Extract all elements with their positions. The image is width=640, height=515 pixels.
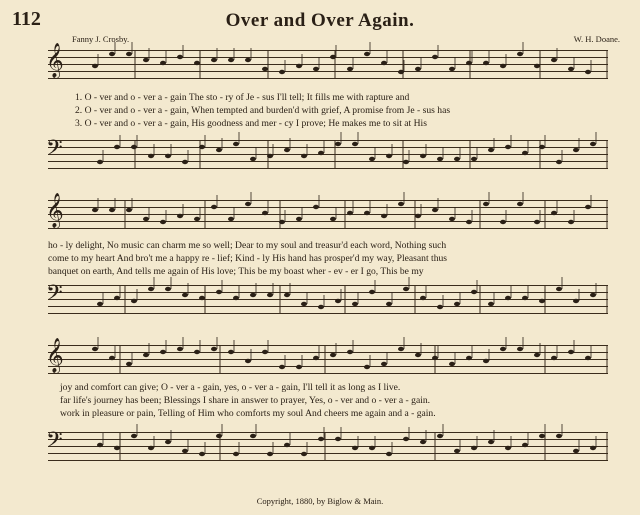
note-head [590,446,596,450]
note-head [250,157,256,161]
note-head [437,305,443,309]
note-head [262,211,268,215]
lyric-line: 1. O - ver and o - ver a - gain The sto - ry of Je - sus I'll tell; It fills me with rapture and [75,92,410,103]
note-head [386,302,392,306]
note-head [228,217,234,221]
note-head [284,293,290,297]
note-head [483,61,489,65]
note-head [199,452,205,456]
note-head [364,365,370,369]
note-head [335,299,341,303]
note-head [148,446,154,450]
note-head [114,296,120,300]
note-head [522,296,528,300]
note-head [369,290,375,294]
note-head [449,362,455,366]
lyric-line: banquet on earth, And tells me again of His love; This be my boast wher - ev - er I go, This be my [48,266,424,277]
note-head [177,55,183,59]
note-head [403,437,409,441]
note-head [194,217,200,221]
note-head [279,70,285,74]
note-head [182,449,188,453]
note-head [233,452,239,456]
note-head [386,154,392,158]
note-head [296,365,302,369]
note-head [454,302,460,306]
treble-clef-icon: 𝄞 [46,194,64,227]
note-head [250,434,256,438]
lyric-line: ho - ly delight, No music can charm me so well; Dear to my soul and treasur'd each word, Nothing such [48,240,447,251]
note-head [301,302,307,306]
bass-clef-icon: 𝄢 [46,281,63,310]
note-head [398,70,404,74]
hymn-title: Over and Over Again. [225,10,415,31]
note-head [313,356,319,360]
note-head [160,350,166,354]
note-head [466,61,472,65]
note-head [262,67,268,71]
note-head [381,362,387,366]
note-head [483,202,489,206]
note-head [347,67,353,71]
note-head [177,347,183,351]
note-head [573,148,579,152]
note-head [216,290,222,294]
note-head [551,356,557,360]
note-head [352,446,358,450]
note-head [279,220,285,224]
lyric-line: joy and comfort can give; O - ver a - gain, yes, o - ver a - gain, I'll tell it as long as I live. [60,382,401,393]
note-head [267,293,273,297]
note-head [488,148,494,152]
note-head [415,214,421,218]
lyricist-credit: Fanny J. Crosby. [72,34,130,44]
note-head [245,58,251,62]
note-head [279,365,285,369]
note-head [517,52,523,56]
note-head [330,217,336,221]
note-head [97,302,103,306]
note-head [585,356,591,360]
note-head [131,145,137,149]
note-head [347,211,353,215]
note-head [403,160,409,164]
note-head [381,214,387,218]
note-head [216,148,222,152]
note-head [454,449,460,453]
note-head [148,287,154,291]
note-head [250,293,256,297]
bass-clef-icon: 𝄢 [46,136,63,165]
note-head [420,154,426,158]
note-head [313,67,319,71]
note-head [109,356,115,360]
note-head [233,296,239,300]
note-head [539,145,545,149]
note-head [296,64,302,68]
note-head [415,67,421,71]
note-head [143,353,149,357]
note-head [228,350,234,354]
note-head [522,443,528,447]
note-head [590,293,596,297]
lyric-line: work in pleasure or pain, Telling of Him who comforts my soul And cheers me again and a - gain. [60,408,436,419]
note-head [109,52,115,56]
note-head [165,287,171,291]
note-head [568,67,574,71]
note-head [488,440,494,444]
note-head [432,356,438,360]
note-head [432,208,438,212]
note-head [233,142,239,146]
note-head [398,202,404,206]
note-head [335,437,341,441]
note-head [437,157,443,161]
note-head [245,359,251,363]
note-head [449,217,455,221]
note-head [534,353,540,357]
note-head [131,434,137,438]
note-head [437,434,443,438]
note-head [500,347,506,351]
note-head [160,220,166,224]
note-head [517,347,523,351]
note-head [364,211,370,215]
note-head [505,145,511,149]
note-head [177,214,183,218]
note-head [92,64,98,68]
note-head [590,142,596,146]
note-head [267,452,273,456]
note-head [143,217,149,221]
note-head [330,353,336,357]
note-head [534,220,540,224]
note-head [352,302,358,306]
note-head [194,61,200,65]
note-head [466,220,472,224]
note-head [199,145,205,149]
note-head [182,160,188,164]
note-head [296,217,302,221]
note-head [92,208,98,212]
note-head [318,437,324,441]
note-head [551,58,557,62]
note-head [330,55,336,59]
note-head [415,353,421,357]
note-head [347,350,353,354]
note-head [160,61,166,65]
note-head [284,443,290,447]
note-head [568,220,574,224]
note-head [97,443,103,447]
note-head [318,151,324,155]
note-head [228,58,234,62]
note-head [109,208,115,212]
note-head [126,362,132,366]
note-head [313,205,319,209]
note-head [369,157,375,161]
note-head [534,64,540,68]
note-head [245,202,251,206]
note-head [194,350,200,354]
note-head [585,70,591,74]
note-head [539,299,545,303]
note-head [199,296,205,300]
note-head [432,55,438,59]
note-head [500,64,506,68]
note-head [573,449,579,453]
bass-clef-icon: 𝄢 [46,428,63,457]
note-head [483,359,489,363]
note-head [381,61,387,65]
note-head [573,299,579,303]
note-head [335,142,341,146]
note-head [97,160,103,164]
note-head [131,299,137,303]
note-head [216,434,222,438]
note-head [449,67,455,71]
note-head [364,52,370,56]
note-head [386,452,392,456]
lyric-line: far life's journey has been; Blessings I share in answer to prayer, Yes, o - ver and o - ver a - gain. [60,395,431,406]
note-head [114,446,120,450]
note-head [539,434,545,438]
note-head [556,434,562,438]
lyric-line: come to my heart And bro't me a happy re - lief; Kind - ly His hand has prosper'd my way, Pleasant thus [48,253,448,264]
note-head [301,452,307,456]
note-head [471,446,477,450]
treble-clef-icon: 𝄞 [46,44,64,77]
note-head [126,208,132,212]
note-head [301,154,307,158]
note-head [551,211,557,215]
note-head [471,290,477,294]
note-head [182,293,188,297]
note-head [585,205,591,209]
lyric-line: 2. O - ver and o - ver a - gain, When tempted and burden'd with grief, A promise from Je - sus has [75,105,451,116]
note-head [92,347,98,351]
copyright-notice: Copyright, 1880, by Biglow & Main. [256,496,384,506]
note-head [556,160,562,164]
note-head [126,52,132,56]
note-head [454,157,460,161]
note-head [522,151,528,155]
note-head [398,347,404,351]
note-head [262,350,268,354]
note-head [505,296,511,300]
note-head [211,58,217,62]
note-head [471,157,477,161]
note-head [466,356,472,360]
note-head [500,220,506,224]
note-head [420,296,426,300]
note-head [517,202,523,206]
note-head [267,154,273,158]
page-number: 112 [12,8,41,30]
note-head [211,347,217,351]
note-head [211,205,217,209]
note-head [488,302,494,306]
note-head [165,440,171,444]
note-head [403,287,409,291]
composer-credit: W. H. Doane. [573,34,620,44]
note-head [165,154,171,158]
note-head [148,154,154,158]
note-head [114,145,120,149]
note-head [568,350,574,354]
lyric-line: 3. O - ver and o - ver a - gain, His goodness and mer - cy I prove; He makes me to sit at His [75,118,427,129]
note-head [284,148,290,152]
note-head [505,446,511,450]
note-head [420,440,426,444]
note-head [318,305,324,309]
treble-clef-icon: 𝄞 [46,339,64,372]
note-head [143,58,149,62]
note-head [556,287,562,291]
note-head [369,446,375,450]
note-head [352,142,358,146]
